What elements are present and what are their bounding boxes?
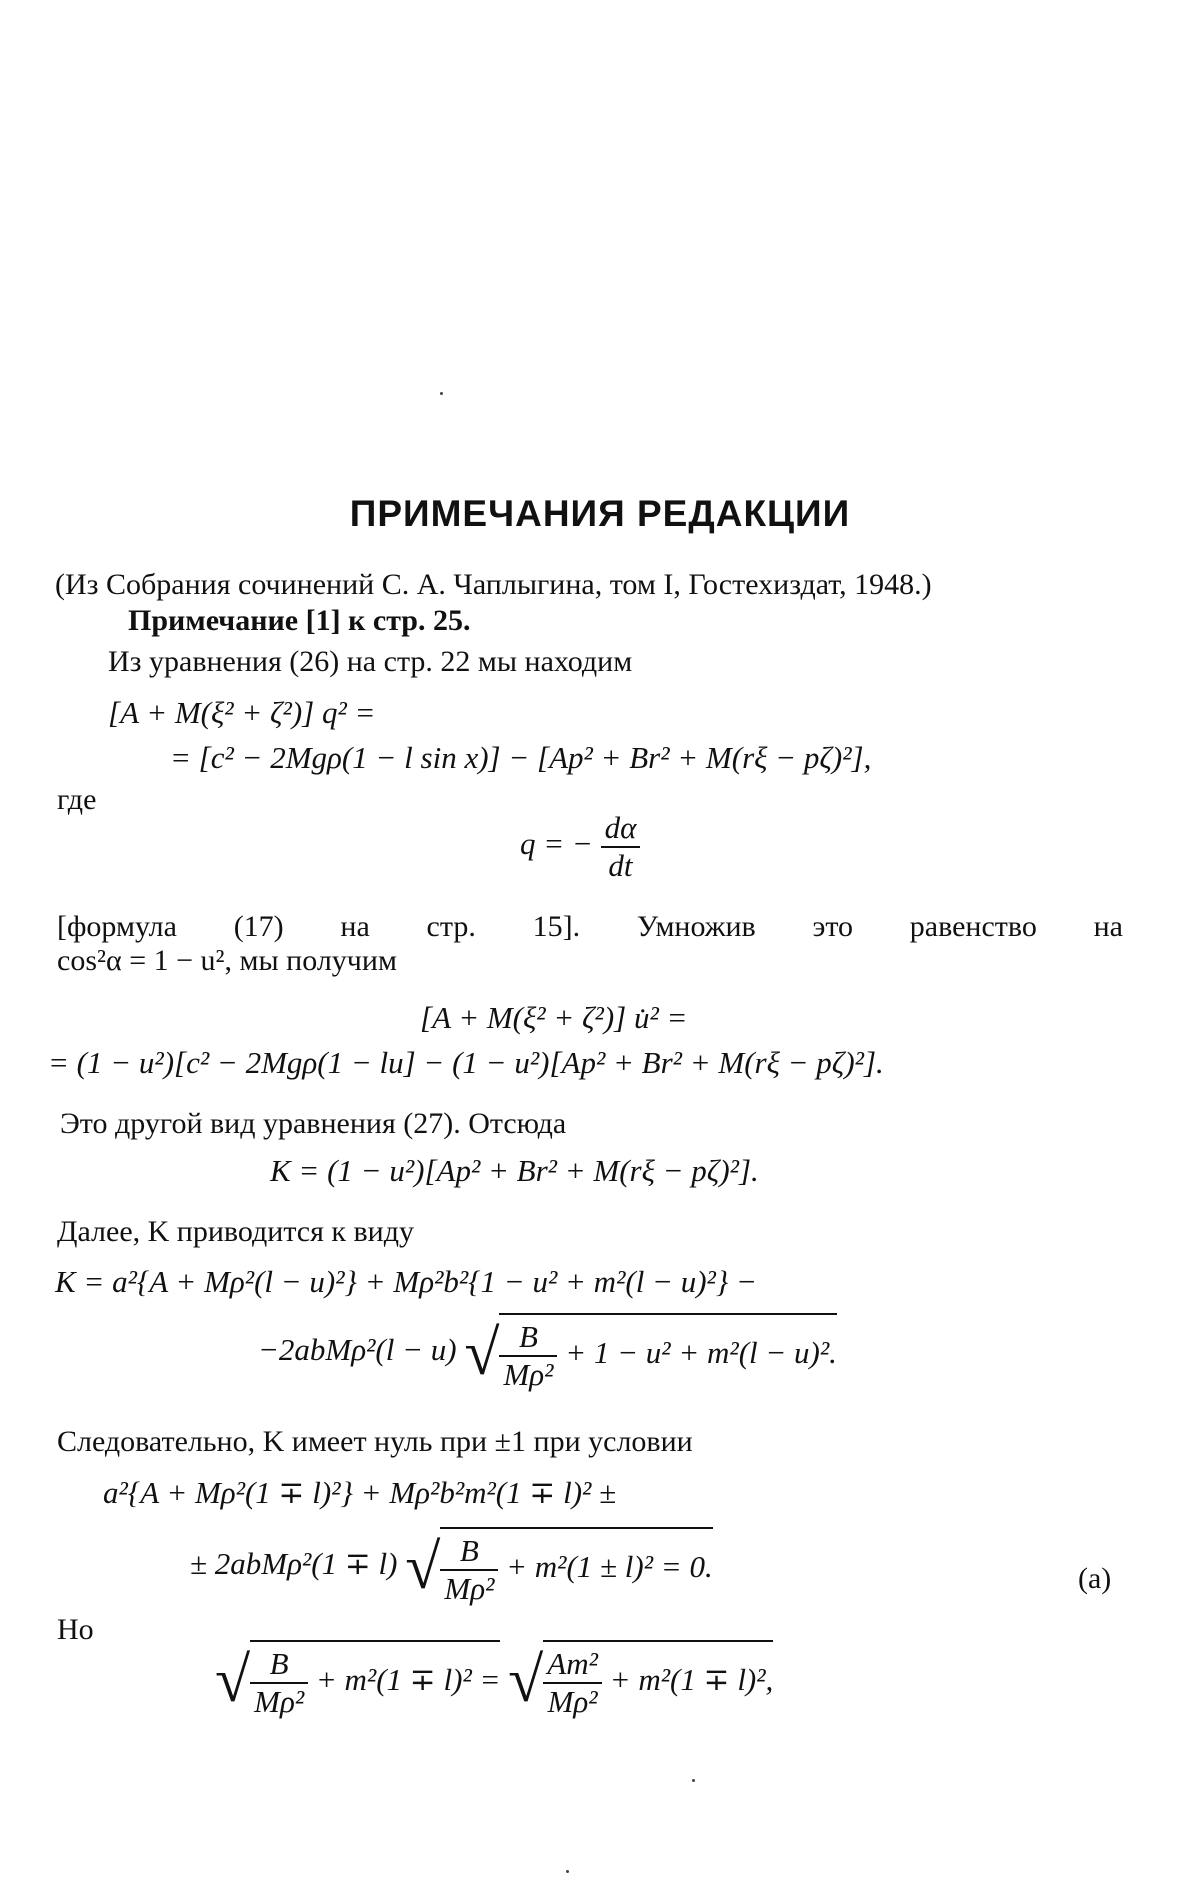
para2-word: на <box>340 910 370 943</box>
note-title: Примечание [1] к стр. 25. <box>128 604 471 637</box>
sqrt-sign: √ <box>464 1317 500 1388</box>
eq6-left-numerator: B <box>269 1646 289 1681</box>
equation-1-line-2: = [c² − 2Mgρ(1 − l sin x)] − [Ap² + Br² + M(rξ − pζ)²], <box>170 740 872 775</box>
eq6-left-fraction <box>250 1646 308 1720</box>
equation-5-line-1: a²{A + Mρ²(1 ∓ l)²} + Mρ²b²m²(1 ∓ l)² ± <box>103 1475 617 1510</box>
equation-4-line-2 <box>258 1313 837 1393</box>
eq4-lhs: −2abMρ²(l − u) <box>258 1332 457 1368</box>
eq6-right-denominator: Mρ² <box>543 1682 602 1720</box>
q-lhs: q = − <box>520 826 593 862</box>
q-numerator: dα <box>604 810 637 845</box>
eq5-numerator: B <box>459 1533 479 1568</box>
equation-5-label: (a) <box>1078 1562 1112 1595</box>
eq6-left-denominator: Mρ² <box>250 1682 308 1720</box>
paragraph-2-line-1 <box>57 910 1123 944</box>
eq5-rest: + m²(1 ± l)² = 0. <box>506 1549 713 1585</box>
eq4-sqrt <box>464 1313 837 1393</box>
where-word: где <box>57 783 97 816</box>
eq4-fraction <box>499 1319 557 1393</box>
eq6-right-numerator: Am² <box>547 1646 598 1681</box>
sqrt-sign: √ <box>508 1644 544 1715</box>
para2-word: (17) <box>233 910 284 943</box>
paragraph-3: Это другой вид уравнения (27). Отсюда <box>60 1107 567 1140</box>
para2-word: Умножив <box>636 910 756 943</box>
q-denominator: dt <box>601 846 641 884</box>
paragraph-2-line-2: cos²α = 1 − u², мы получим <box>57 944 397 977</box>
source-note: (Из Собрания сочинений С. А. Чаплыгина, том I, Гостехиздат, 1948.) <box>55 568 932 601</box>
eq5-fraction <box>440 1533 498 1607</box>
eq5-denominator: Mρ² <box>440 1569 498 1607</box>
equation-4-line-1: K = a²{A + Mρ²(l − u)²} + Mρ²b²{1 − u² + m²(l − u)²} − <box>55 1264 757 1299</box>
equation-2-line-1: [A + M(ξ² + ζ²)] u̇² = <box>420 1000 688 1035</box>
paragraph-5: Следовательно, K имеет нуль при ±1 при условии <box>57 1425 693 1458</box>
eq5-lhs: ± 2abMρ²(1 ∓ l) <box>190 1546 398 1582</box>
eq5-sqrt <box>405 1527 712 1607</box>
equation-2-line-2: = (1 − u²)[c² − 2Mgρ(1 − lu] − (1 − u²)[Ap² + Br² + M(rξ − pζ)²]. <box>48 1045 884 1080</box>
eq4-numerator: B <box>519 1319 538 1354</box>
para2-word: 15]. <box>532 910 581 943</box>
intro-text: Из уравнения (26) на стр. 22 мы находим <box>108 645 633 678</box>
scan-speck <box>566 1870 569 1873</box>
but-word: Но <box>57 1613 94 1646</box>
page-title: ПРИМЕЧАНИЯ РЕДАКЦИИ <box>349 493 851 534</box>
eq4-denominator: Mρ² <box>499 1355 557 1393</box>
eq6-right-rest: + m²(1 ∓ l)², <box>609 1662 774 1698</box>
eq4-rest: + 1 − u² + m²(l − u)². <box>565 1335 837 1371</box>
eq6-left-sqrt <box>215 1640 500 1720</box>
equation-3: K = (1 − u²)[Ap² + Br² + M(rξ − pζ)²]. <box>270 1153 759 1188</box>
para2-word: равенство <box>909 910 1037 943</box>
eq4-radicand <box>499 1313 836 1393</box>
equation-6 <box>215 1640 773 1720</box>
eq5-radicand <box>440 1527 712 1607</box>
eq6-left-radicand <box>250 1640 500 1720</box>
paragraph-4: Далее, K приводится к виду <box>57 1215 414 1248</box>
q-fraction <box>601 810 641 884</box>
scan-speck <box>440 392 443 395</box>
para2-word: [формула <box>57 910 177 943</box>
sqrt-sign: √ <box>405 1531 441 1602</box>
scan-speck <box>692 1779 695 1782</box>
equation-1-line-1: [A + M(ξ² + ζ²)] q² = <box>108 695 376 730</box>
eq6-right-fraction <box>543 1646 602 1720</box>
eq6-right-radicand <box>543 1640 773 1720</box>
para2-word: стр. <box>426 910 476 943</box>
sqrt-sign: √ <box>215 1644 251 1715</box>
q-definition <box>520 810 640 884</box>
para2-word: на <box>1093 910 1123 943</box>
para2-word: это <box>812 910 854 943</box>
equation-5-line-2 <box>190 1527 713 1607</box>
eq6-left-rest: + m²(1 ∓ l)² = <box>315 1662 501 1698</box>
eq6-right-sqrt <box>508 1640 773 1720</box>
